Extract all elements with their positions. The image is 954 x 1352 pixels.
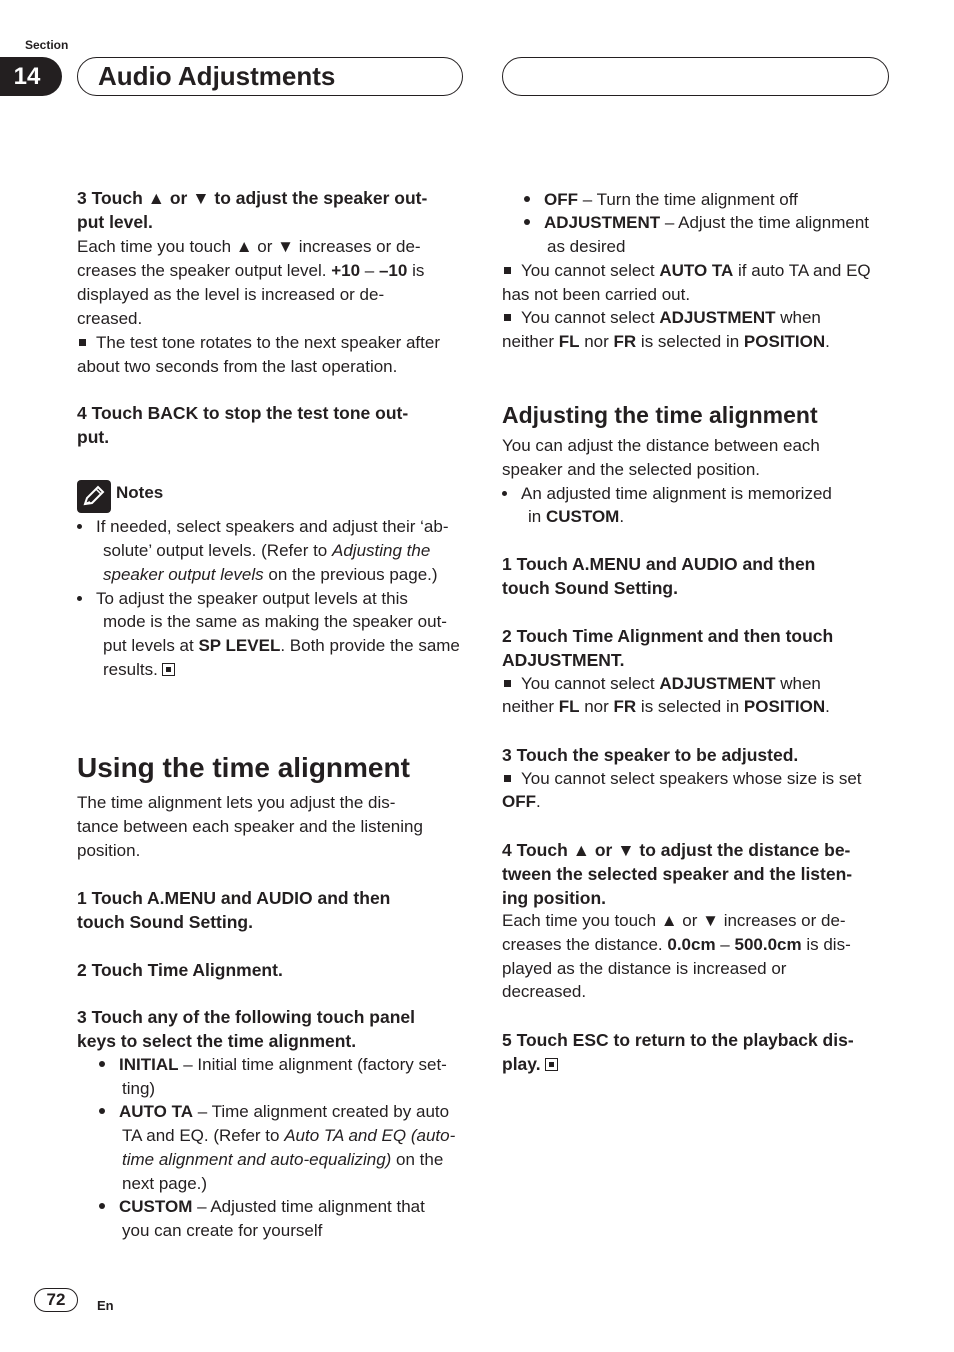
notes-pencil-icon [77, 480, 111, 513]
option-initial: ting) [122, 1079, 156, 1098]
step-3-body: Each time you touch ▲ or ▼ increases or de- [77, 237, 421, 256]
bullet-icon [502, 491, 507, 496]
subsection-bullet: in CUSTOM. [528, 507, 625, 526]
subsection-intro: speaker and the selected position. [502, 460, 761, 479]
subsection-heading: Adjusting the time alignment [502, 402, 818, 428]
step-4-title-cont: tween the selected speaker and the listen- [502, 864, 853, 884]
intro-text: position. [77, 841, 141, 860]
option-initial: INITIAL – Initial time alignment (factory set- [99, 1053, 467, 1077]
step-3-note: about two seconds from the last operation. [77, 357, 398, 376]
step-5-title-cont: play. [502, 1052, 894, 1076]
note-item: mode is the same as making the speaker out- [103, 612, 447, 631]
bullet-icon [524, 219, 530, 225]
step-1-title: 1 Touch A.MENU and AUDIO and then [77, 888, 391, 908]
note-auto-ta: You cannot select AUTO TA if auto TA and EQ [502, 259, 894, 283]
step-2-title: 2 Touch Time Alignment. [77, 960, 283, 980]
section-number: 14 [0, 57, 62, 96]
square-bullet-icon [504, 314, 511, 321]
option-auto-ta: next page.) [122, 1174, 208, 1193]
note-adjustment: You cannot select ADJUSTMENT when [502, 306, 894, 330]
bullet-icon [524, 196, 530, 202]
step-5-title: 5 Touch ESC to return to the playback dis- [502, 1030, 854, 1050]
note-item: results. [103, 658, 467, 682]
option-adjustment: as desired [547, 237, 626, 256]
intro-text: tance between each speaker and the listening [77, 817, 423, 836]
subsection-bullet: An adjusted time alignment is memorized [502, 482, 894, 506]
step-3-title: 3 Touch ▲ or ▼ to adjust the speaker out- [77, 188, 428, 208]
bullet-icon [99, 1203, 105, 1209]
step-1-title-cont: touch Sound Setting. [502, 578, 678, 598]
bullet-icon [77, 524, 82, 529]
section-label: Section [25, 38, 69, 52]
bullet-icon [77, 596, 82, 601]
step-4-title-cont: put. [77, 427, 110, 447]
step-1-title: 1 Touch A.MENU and AUDIO and then [502, 554, 816, 574]
bullet-icon [99, 1108, 105, 1114]
language-label: En [97, 1298, 114, 1313]
note-item: If needed, select speakers and adjust their ‘ab- [77, 515, 467, 539]
option-auto-ta: TA and EQ. (Refer to Auto TA and EQ (auto- [122, 1126, 456, 1145]
notes-label: Notes [116, 483, 164, 502]
note-item: solute’ output levels. (Refer to Adjusting the [103, 541, 431, 560]
intro-text: The time alignment lets you adjust the dis- [77, 793, 396, 812]
step-4-body: played as the distance is increased or [502, 959, 787, 978]
option-auto-ta: AUTO TA – Time alignment created by auto [99, 1100, 467, 1124]
step-4-title: 4 Touch ▲ or ▼ to adjust the distance be- [502, 840, 851, 860]
square-bullet-icon [504, 267, 511, 274]
step-3-title: 3 Touch the speaker to be adjusted. [502, 745, 799, 765]
option-adjustment: ADJUSTMENT – Adjust the time alignment [524, 211, 894, 235]
step-4-body: creases the distance. 0.0cm – 500.0cm is dis- [502, 935, 851, 954]
note-item: put levels at SP LEVEL. Both provide the same [103, 636, 460, 655]
note-item: To adjust the speaker output levels at this [77, 587, 467, 611]
page-title: Audio Adjustments [77, 57, 463, 96]
subsection-intro: You can adjust the distance between each [502, 436, 820, 455]
step-2-title-cont: ADJUSTMENT. [502, 650, 625, 670]
section-heading: Using the time alignment [77, 752, 410, 783]
square-bullet-icon [79, 339, 86, 346]
bullet-icon [99, 1061, 105, 1067]
note-item: speaker output levels on the previous page.) [103, 565, 438, 584]
option-auto-ta: time alignment and auto-equalizing) on the [122, 1150, 444, 1169]
option-off: OFF – Turn the time alignment off [524, 188, 894, 212]
end-mark-icon [545, 1058, 558, 1071]
header-empty-box [502, 57, 889, 96]
step-3-note: You cannot select speakers whose size is set [502, 767, 894, 791]
end-mark-icon [162, 663, 175, 676]
step-2-note: You cannot select ADJUSTMENT when [502, 672, 894, 696]
step-2-note: neither FL nor FR is selected in POSITION. [502, 697, 830, 716]
page-number: 72 [34, 1288, 78, 1312]
square-bullet-icon [504, 680, 511, 687]
step-3-note: The test tone rotates to the next speaker after [77, 331, 467, 355]
note-auto-ta: has not been carried out. [502, 285, 691, 304]
step-4-title-cont: ing position. [502, 888, 607, 908]
step-4-body: decreased. [502, 982, 587, 1001]
step-4-title: 4 Touch BACK to stop the test tone out- [77, 403, 409, 423]
square-bullet-icon [504, 775, 511, 782]
step-3-body: creases the speaker output level. +10 – –10 is [77, 261, 425, 280]
step-3-title-cont: keys to select the time alignment. [77, 1031, 357, 1051]
note-adjustment: neither FL nor FR is selected in POSITION. [502, 332, 830, 351]
step-3-body: creased. [77, 309, 143, 328]
step-3-note: OFF. [502, 792, 541, 811]
step-1-title-cont: touch Sound Setting. [77, 912, 253, 932]
step-3-title: 3 Touch any of the following touch panel [77, 1007, 416, 1027]
option-custom: CUSTOM – Adjusted time alignment that [99, 1195, 467, 1219]
step-2-title: 2 Touch Time Alignment and then touch [502, 626, 834, 646]
option-custom: you can create for yourself [122, 1221, 323, 1240]
step-3-body: displayed as the level is increased or de- [77, 285, 385, 304]
step-3-title-cont: put level. [77, 212, 153, 232]
step-4-body: Each time you touch ▲ or ▼ increases or de- [502, 911, 846, 930]
